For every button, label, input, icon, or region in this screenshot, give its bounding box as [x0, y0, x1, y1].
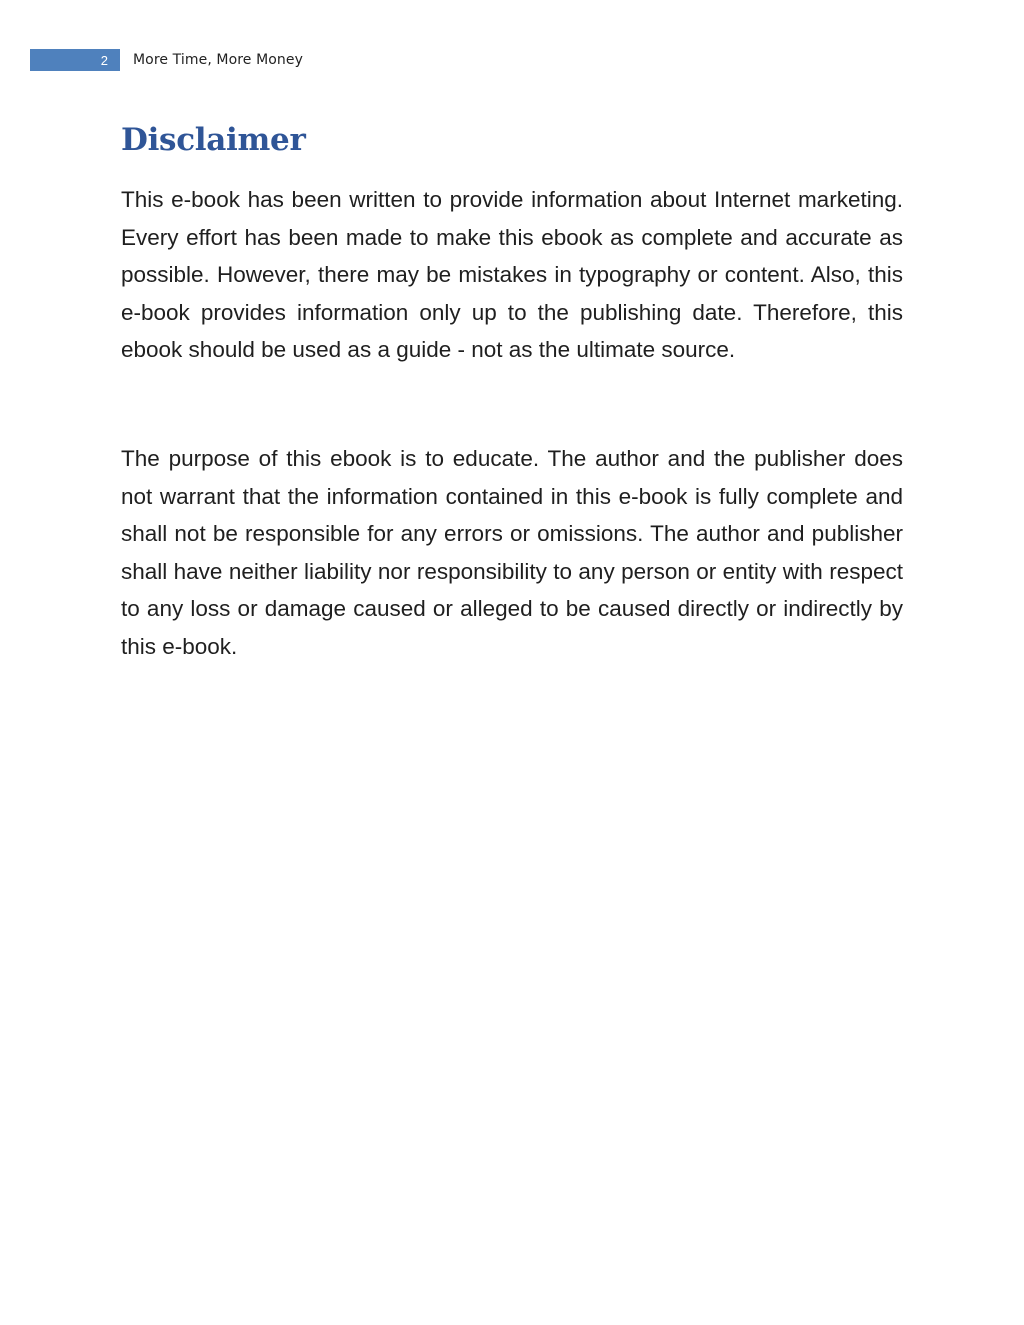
- section-heading: Disclaimer: [121, 122, 306, 158]
- document-content: [121, 118, 903, 666]
- page-number-badge: [30, 49, 120, 71]
- page-header: [30, 49, 303, 71]
- document-title: More Time, More Money: [133, 52, 303, 68]
- page-number: 2: [100, 52, 108, 68]
- disclaimer-paragraph-2: The purpose of this ebook is to educate. The author and the publisher does not warrant that the information contained in this e-book is fully complete and shall not be responsible for any errors or omissions. The author and publisher shall have neither liability nor responsibility to any person or entity with respect to any loss or damage caused or alleged to be caused directly or indirectly by this e-book.: [121, 445, 903, 659]
- disclaimer-paragraph-1: This e-book has been written to provide information about Internet marketing. Every effort has been made to make this ebook as complete and accurate as possible. However, there may be mistakes in typography or content. Also, this e-book provides information only up to the publishing date. Therefore, this ebook should be used as a guide - not as the ultimate source.: [121, 187, 903, 363]
